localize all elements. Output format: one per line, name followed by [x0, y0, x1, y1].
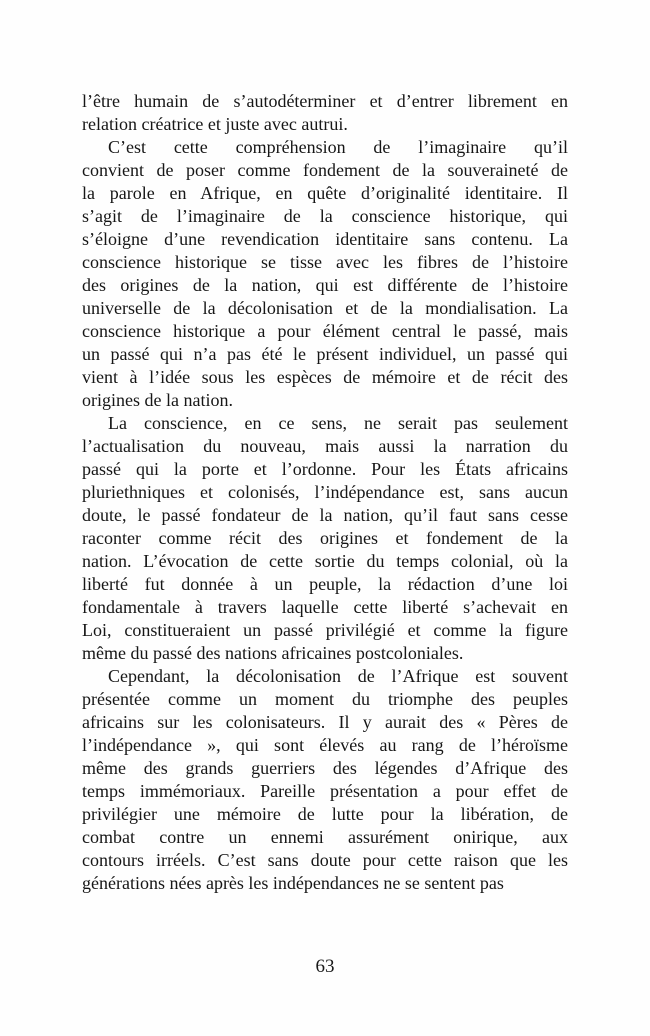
text-line: relation créatrice et juste avec autrui. [82, 114, 348, 134]
text-line: C’est cette compréhension de l’imaginaire qu’il [108, 137, 568, 157]
text-line: passé qui la porte et l’ordonne. Pour les États africains [82, 459, 568, 479]
text-line: conscience historique a pour élément central le passé, mais [82, 321, 568, 341]
text-line: combat contre un ennemi assurément onirique, aux [82, 827, 568, 847]
text-line: des origines de la nation, qui est différente de l’histoire [82, 275, 568, 295]
text-line: Cependant, la décolonisation de l’Afrique est souvent [108, 666, 568, 686]
text-line: temps immémoriaux. Pareille présentation a pour effet de [82, 781, 568, 801]
paragraph [82, 90, 568, 136]
paragraph [82, 412, 568, 665]
text-line: origines de la nation. [82, 390, 233, 410]
text-line: nation. L’évocation de cette sortie du temps colonial, où la [82, 551, 568, 571]
text-line: vient à l’idée sous les espèces de mémoire et de récit des [82, 367, 568, 387]
paragraph [82, 665, 568, 895]
text-line: raconter comme récit des origines et fondement de la [82, 528, 568, 548]
text-line: contours irréels. C’est sans doute pour cette raison que les [82, 850, 568, 870]
text-line: présentée comme un moment du triomphe des peuples [82, 689, 568, 709]
text-line: l’indépendance », qui sont élevés au rang de l’héroïsme [82, 735, 568, 755]
text-line: s’agit de l’imaginaire de la conscience historique, qui [82, 206, 568, 226]
text-line: La conscience, en ce sens, ne serait pas seulement [108, 413, 568, 433]
text-line: fondamentale à travers laquelle cette liberté s’achevait en [82, 597, 568, 617]
text-line: africains sur les colonisateurs. Il y aurait des « Pères de [82, 712, 568, 732]
paragraph [82, 136, 568, 412]
text-line: Loi, constitueraient un passé privilégié et comme la figure [82, 620, 568, 640]
text-line: l’être humain de s’autodéterminer et d’entrer librement en [82, 91, 568, 111]
body-text [82, 90, 568, 895]
text-line: convient de poser comme fondement de la souveraineté de [82, 160, 568, 180]
text-line: même du passé des nations africaines postcoloniales. [82, 643, 464, 663]
text-line: générations nées après les indépendances ne se sentent pas [82, 873, 504, 893]
text-line: s’éloigne d’une revendication identitaire sans contenu. La [82, 229, 568, 249]
text-line: privilégier une mémoire de lutte pour la libération, de [82, 804, 568, 824]
text-line: même des grands guerriers des légendes d’Afrique des [82, 758, 568, 778]
text-line: la parole en Afrique, en quête d’originalité identitaire. Il [82, 183, 568, 203]
page-number: 63 [315, 956, 335, 977]
text-line: pluriethniques et colonisés, l’indépendance est, sans aucun [82, 482, 568, 502]
text-line: doute, le passé fondateur de la nation, qu’il faut sans cesse [82, 505, 568, 525]
text-line: universelle de la décolonisation et de la mondialisation. La [82, 298, 568, 318]
text-line: l’actualisation du nouveau, mais aussi la narration du [82, 436, 568, 456]
text-line: liberté fut donnée à un peuple, la rédaction d’une loi [82, 574, 568, 594]
text-line: un passé qui n’a pas été le présent individuel, un passé qui [82, 344, 568, 364]
text-line: conscience historique se tisse avec les fibres de l’histoire [82, 252, 568, 272]
